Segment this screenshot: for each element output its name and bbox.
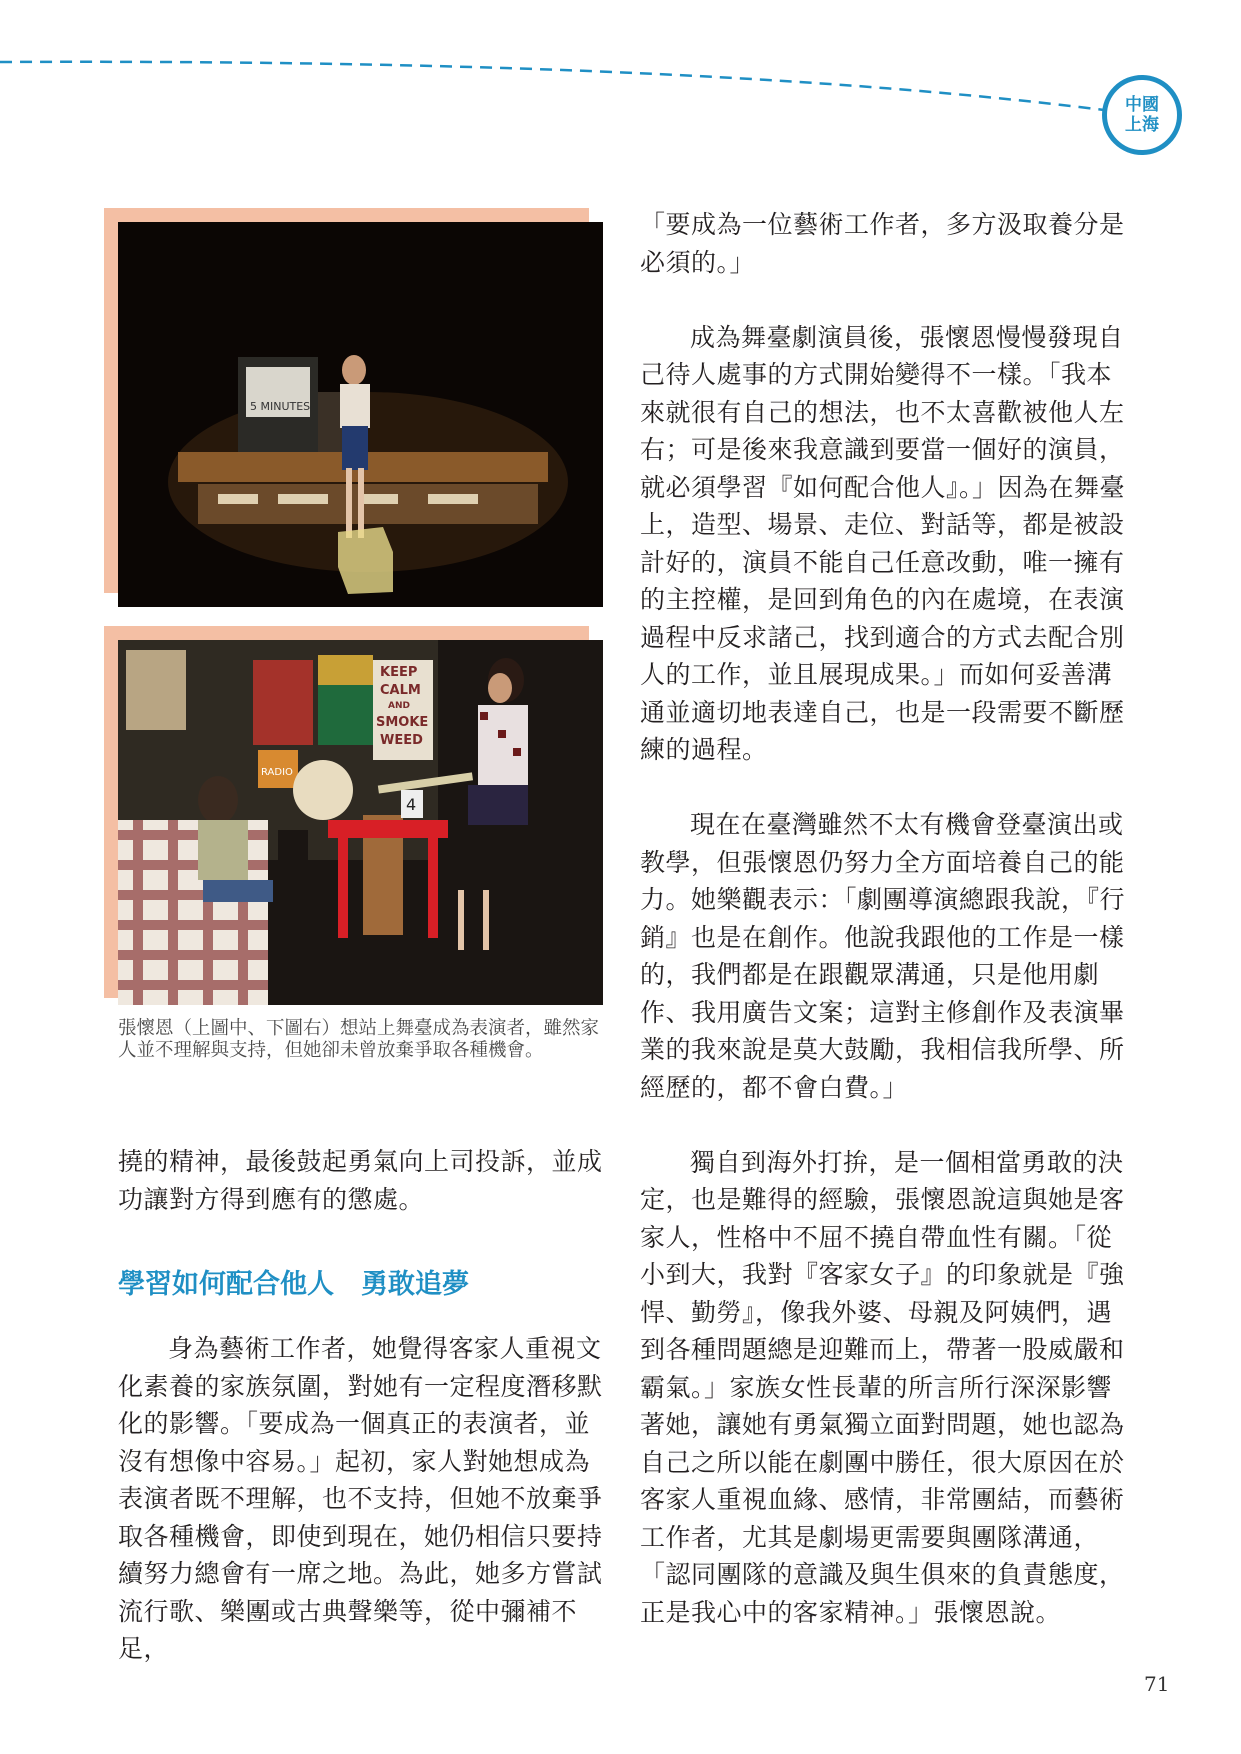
radio-poster-text: RADIO — [261, 767, 293, 778]
table-card-number: 4 — [406, 795, 417, 814]
photo-caption: 張懷恩（上圖中、下圖右）想站上舞臺成為表演者，雖然家人並不理解與支持，但她卻未曾放棄爭取各種機會。 — [118, 1018, 600, 1061]
badge-line-1: 中國 — [1125, 95, 1159, 115]
right-paragraph-1: 成為舞臺劇演員後，張懷恩慢慢發現自己待人處事的方式開始變得不一樣。「我本來就很有自己的想法，也不太喜歡被他人左右；可是後來我意識到要當一個好的演員，就必須學習『如何配合他人』。」因為在舞臺上，造型、場景、走位、對話等，都是被設計好的，演員不能自己任意改動，唯一擁有的主控權，是回到角色的內在處境，在表演過程中反求諸己，找到適合的方式去配合別人的工作，並且展現成果。」而如何妥善溝通並適切地表達自己，也是一段需要不斷歷練的過程。 — [640, 322, 1126, 764]
region-badge — [1102, 75, 1182, 155]
stage-photo-top-illustration — [118, 222, 603, 607]
poster-word-5: WEED — [380, 733, 423, 748]
poster-word-4: SMOKE — [376, 715, 429, 730]
badge-line-2: 上海 — [1125, 115, 1159, 135]
right-paragraph-2: 現在在臺灣雖然不太有機會登臺演出或教學，但張懷恩仍努力全方面培養自己的能力。她樂觀表示：「劇團導演總跟我說，『行銷』也是在創作。他說我跟他的工作是一樣的，我們都是在跟觀眾溝通，只是他用劇作、我用廣告文案；這對主修創作及表演畢業的我來說是莫大鼓勵，我相信我所學、所經歷的，都不會白費。」 — [640, 810, 1126, 1102]
poster-word-1: KEEP — [380, 665, 418, 680]
section-heading: 學習如何配合他人 勇敢追夢 — [118, 1269, 469, 1300]
poster-word-2: CALM — [380, 683, 421, 698]
stage-photo-top — [118, 222, 603, 607]
stage-sign-text: 5 MINUTES — [250, 400, 311, 413]
right-paragraph-3: 獨自到海外打拚，是一個相當勇敢的決定，也是難得的經驗，張懷恩說這與她是客家人，性格中不屈不撓自帶血性有關。「從小到大，我對『客家女子』的印象就是『強悍、勤勞』，像我外婆、母親及阿姨們，遇到各種問題總是迎難而上，帶著一股威嚴和霸氣。」家族女性長輩的所言所行深深影響著她，讓她有勇氣獨立面對問題，她也認為自己之所以能在劇團中勝任，很大原因在於客家人重視血緣、感情，非常團結，而藝術工作者，尤其是劇場更需要與團隊溝通，「認同團隊的意識及與生俱來的負責態度，正是我心中的客家精神。」張懷恩說。 — [640, 1147, 1125, 1627]
page-number: 71 — [1144, 1672, 1170, 1696]
left-paragraph-1: 身為藝術工作者，她覺得客家人重視文化素養的家族氛圍，對她有一定程度潛移默化的影響。「要成為一個真正的表演者，並沒有想像中容易。」起初，家人對她想成為表演者既不理解，也不支持，但她不放棄爭取各種機會，即使到現在，她仍相信只要持續努力總會有一席之地。為此，她多方嘗試流行歌、樂團或古典聲樂等，從中彌補不足， — [118, 1334, 603, 1663]
dashed-header-line — [0, 0, 1241, 140]
left-column-top — [118, 1143, 608, 1218]
poster-word-3: AND — [388, 701, 410, 711]
right-column — [640, 206, 1130, 1631]
left-column-bottom — [118, 1330, 608, 1668]
stage-photo-bottom — [118, 640, 603, 1005]
stage-photo-bottom-illustration — [118, 640, 603, 1005]
continued-paragraph: 撓的精神，最後鼓起勇氣向上司投訴，並成功讓對方得到應有的懲處。 — [118, 1147, 603, 1214]
right-paragraph-0: 「要成為一位藝術工作者，多方汲取養分是必須的。」 — [640, 210, 1125, 277]
